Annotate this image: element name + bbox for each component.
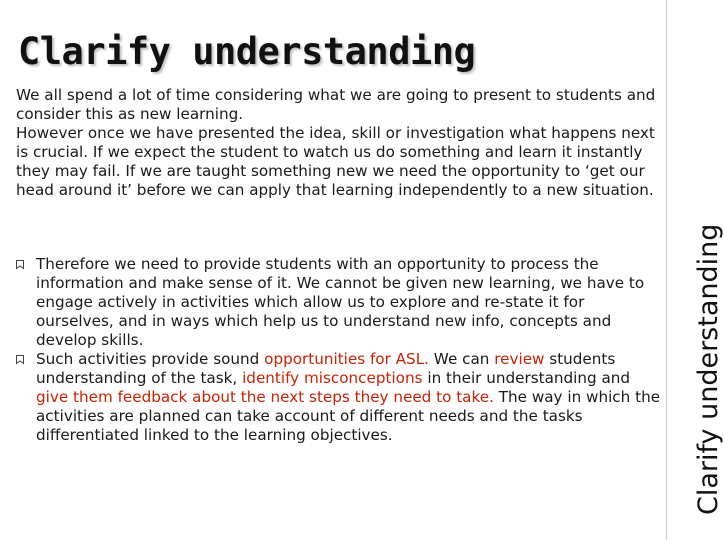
- highlight-asl-opportunities: opportunities for ASL.: [264, 350, 429, 368]
- vertical-side-title: Clarify understanding: [693, 223, 724, 515]
- bullet-text-segment: students understanding of the task,: [36, 350, 616, 387]
- slide-title: Clarify understanding: [18, 30, 476, 73]
- bookmark-bullet-icon: [16, 260, 24, 269]
- bullet-text-segment: We can: [428, 350, 495, 368]
- side-divider: [666, 0, 667, 540]
- intro-paragraph-1: We all spend a lot of time considering what we are going to present to students and consider this as new learning.: [16, 86, 656, 123]
- bullet-list: [16, 255, 666, 445]
- intro-paragraph-2: However once we have presented the idea, skill or investigation what happens next is crucial. If we expect the student to watch us do something and learn it instantly they may fail. If we are taught something new we need the opportunity to ‘get our head around it’ before we can apply that learning independently to a new situation.: [16, 124, 655, 199]
- bookmark-bullet-icon: [16, 355, 24, 364]
- bullet-text: Therefore we need to provide students with an opportunity to process the information and make sense of it. We cannot be given new learning, we have to engage actively in activities which allow us to explore and re-state it for ourselves, and in ways which help us to understand new info, concepts and develop skills.: [36, 255, 645, 349]
- intro-text: [16, 86, 664, 200]
- bullet-text-segment: Such activities provide sound: [36, 350, 265, 368]
- bullet-item-asl-opportunities: [16, 350, 666, 445]
- highlight-identify-misconceptions: identify misconceptions: [242, 369, 423, 387]
- bullet-text-segment: The way in which the activities are planned can take account of different needs and the tasks differentiated linked to the learning objectives.: [36, 388, 661, 444]
- highlight-review: review: [494, 350, 545, 368]
- bullet-text-segment: in their understanding and: [422, 369, 631, 387]
- highlight-give-feedback: give them feedback about the next steps they need to take.: [36, 388, 494, 406]
- bullet-item-process-information: [16, 255, 666, 350]
